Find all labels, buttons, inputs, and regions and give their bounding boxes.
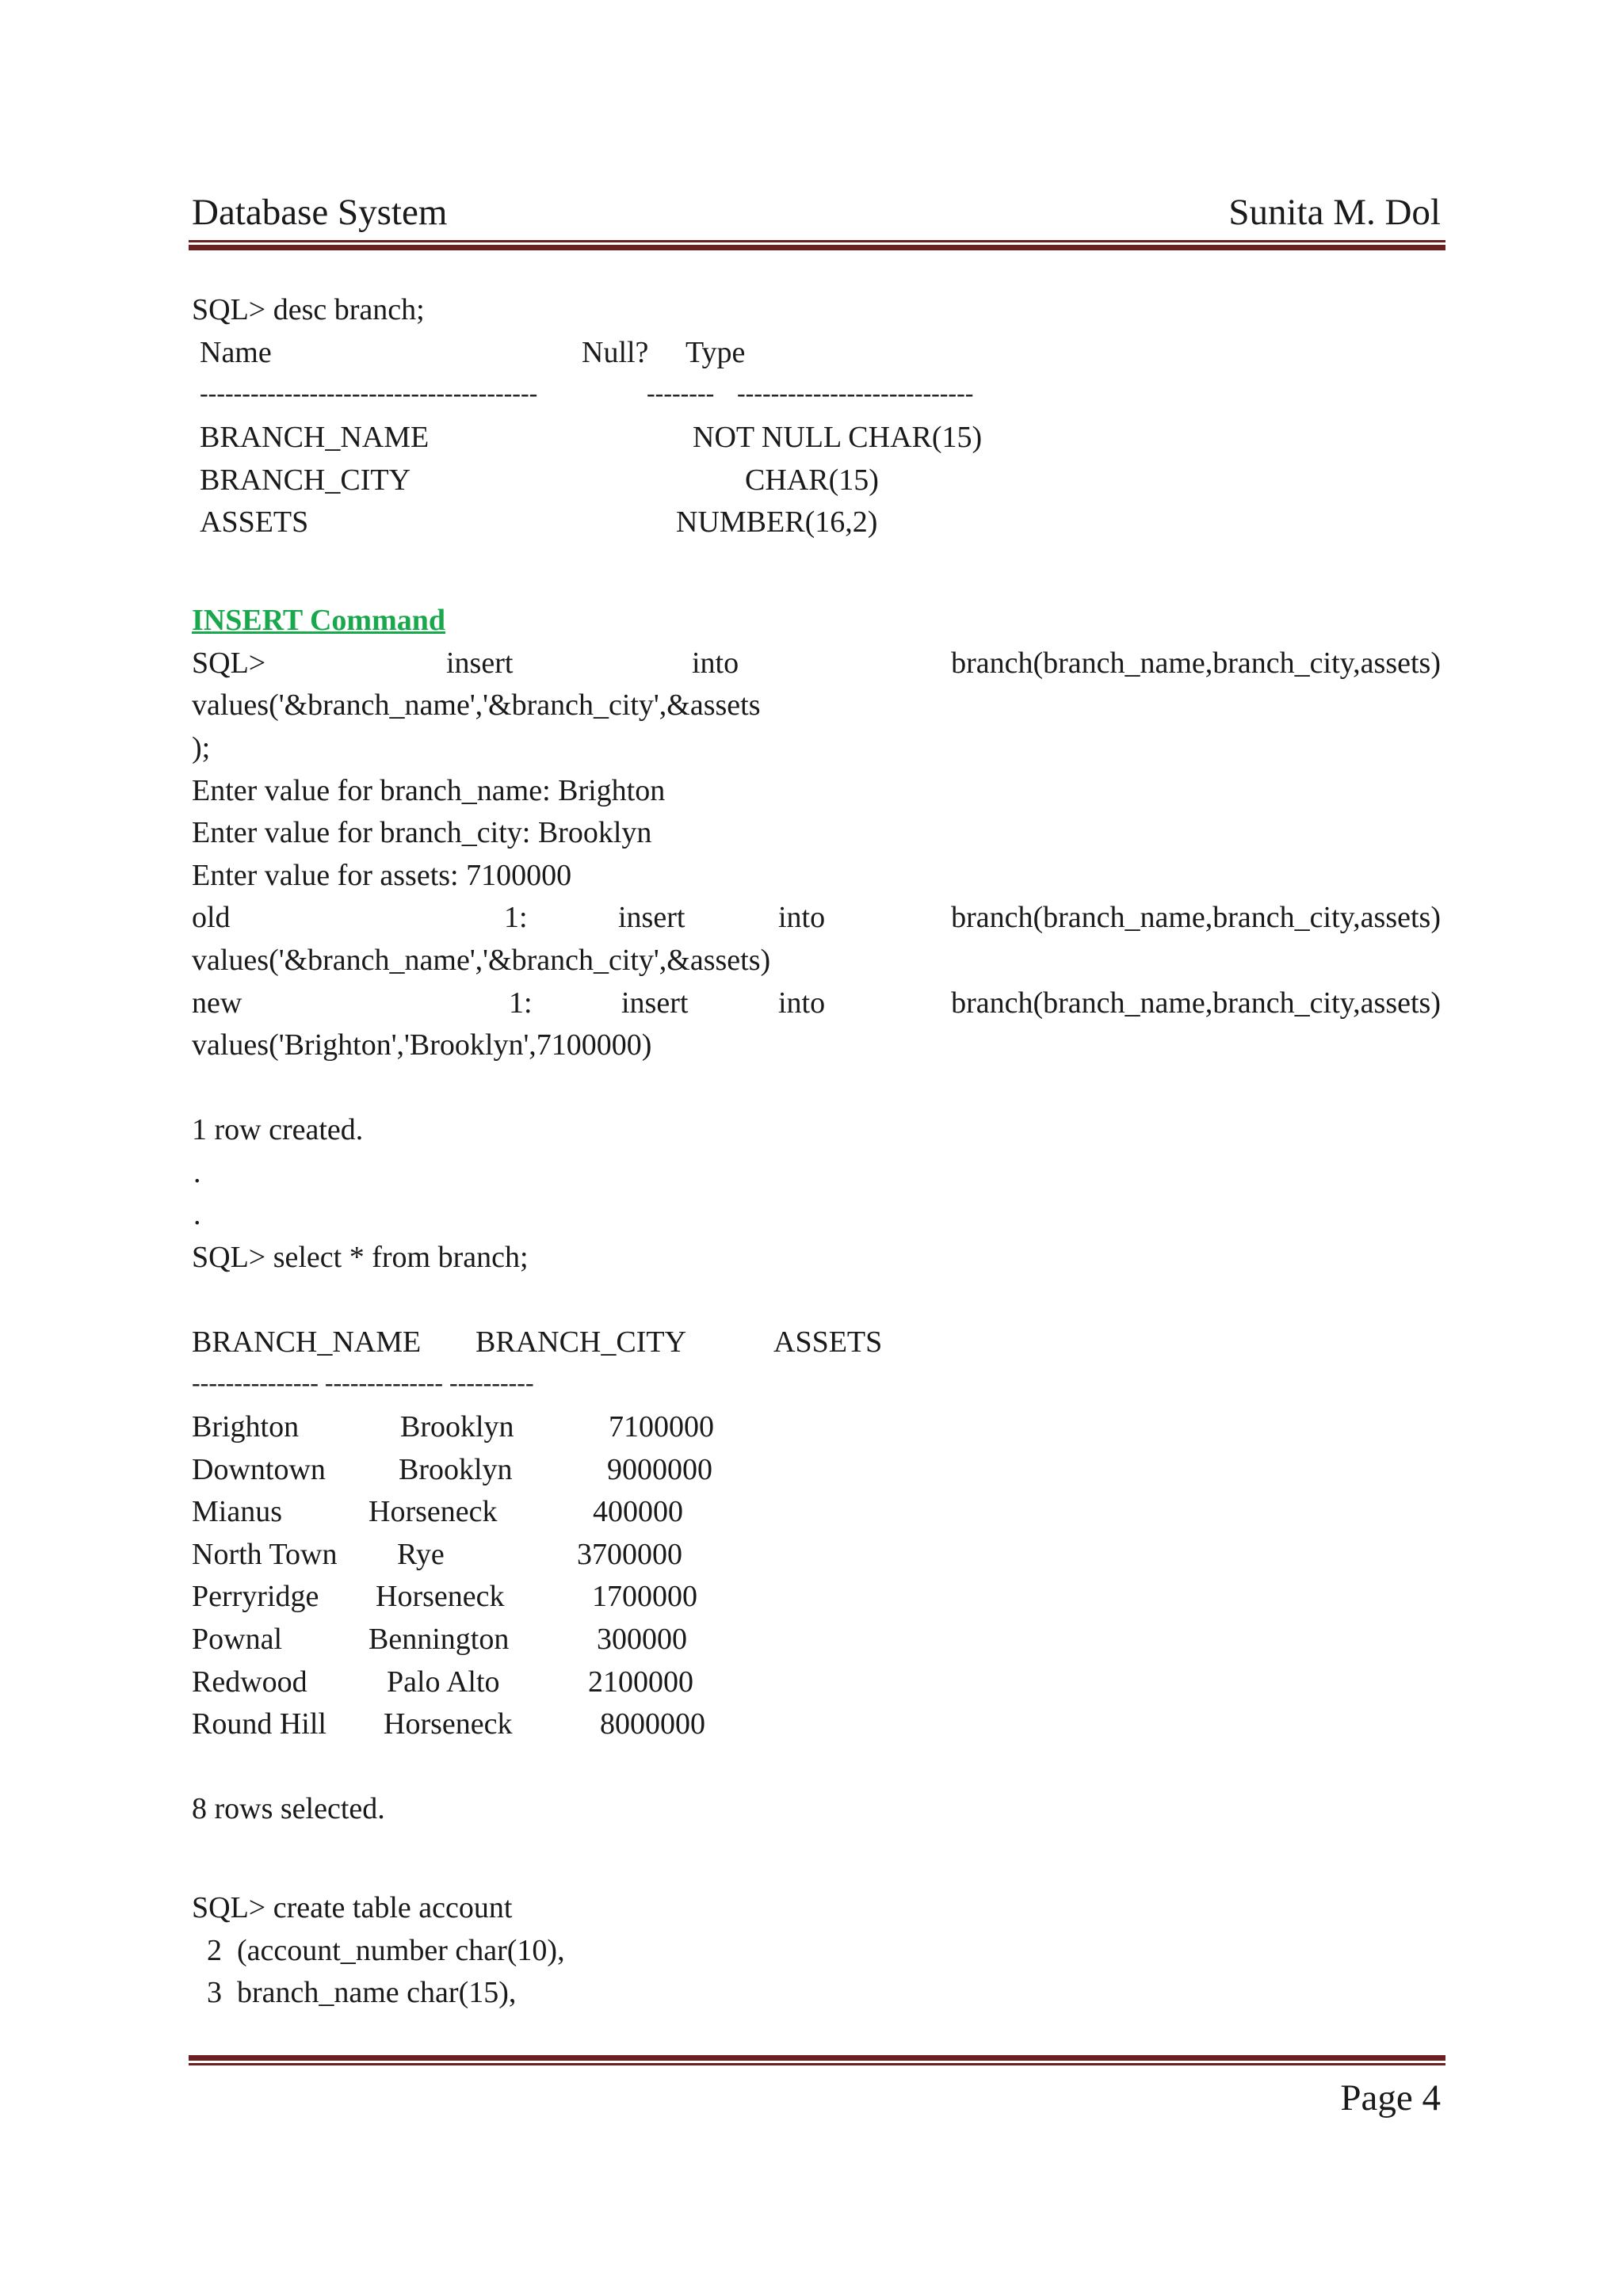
desc-row-name: ASSETS — [200, 505, 309, 539]
select-header-branch-city: BRANCH_CITY — [475, 1325, 687, 1359]
desc-row-name: BRANCH_CITY — [200, 463, 411, 497]
table-cell-name: Mianus — [192, 1495, 282, 1528]
old-values: values('&branch_name','&branch_city',&assets) — [192, 944, 771, 977]
desc-col-null: Null? — [582, 336, 649, 369]
select-separator: --------------- -------------- ---------- — [192, 1368, 534, 1397]
desc-row-type: NUMBER(16,2) — [676, 505, 878, 539]
ellipsis-dot: . — [193, 1198, 201, 1231]
old-label: old — [192, 901, 231, 934]
footer-rule-thick — [189, 2055, 1445, 2061]
table-cell-name: Perryridge — [192, 1580, 319, 1613]
new-line-number: 1: — [509, 986, 533, 1020]
select-prompt: SQL> select * from branch; — [192, 1241, 529, 1274]
create-line-1: SQL> create table account — [192, 1891, 513, 1924]
old-line-number: 1: — [504, 901, 528, 934]
table-cell-assets: 3700000 — [577, 1538, 682, 1571]
desc-separator-2: -------- — [647, 379, 715, 407]
insert-line1-insert: insert — [446, 646, 514, 680]
table-cell-name: Pownal — [192, 1623, 282, 1656]
desc-prompt: SQL> desc branch; — [192, 293, 425, 326]
table-cell-city: Rye — [397, 1538, 445, 1571]
insert-prompt-city: Enter value for branch_city: Brooklyn — [192, 816, 652, 849]
header-rule-thin — [189, 240, 1445, 242]
insert-prompt-assets: Enter value for assets: 7100000 — [192, 859, 572, 892]
old-insert: insert — [618, 901, 685, 934]
table-cell-assets: 400000 — [593, 1495, 683, 1528]
new-into: into — [778, 986, 826, 1020]
table-cell-city: Horseneck — [369, 1495, 498, 1528]
table-cell-assets: 7100000 — [609, 1410, 714, 1444]
desc-separator-1: ---------------------------------------- — [200, 379, 538, 407]
table-cell-assets: 300000 — [597, 1623, 687, 1656]
table-cell-name: Redwood — [192, 1665, 307, 1699]
table-cell-city: Bennington — [369, 1623, 510, 1656]
desc-row-name: BRANCH_NAME — [200, 421, 430, 454]
table-cell-city: Horseneck — [384, 1707, 513, 1741]
page-number: Page 4 — [1340, 2077, 1441, 2119]
select-header-assets: ASSETS — [773, 1325, 883, 1359]
table-cell-name: Downtown — [192, 1453, 326, 1486]
insert-result: 1 row created. — [192, 1113, 364, 1146]
ellipsis-dot: . — [193, 1156, 201, 1189]
table-cell-name: North Town — [192, 1538, 338, 1571]
table-cell-city: Palo Alto — [387, 1665, 500, 1699]
create-line-3: 3 branch_name char(15), — [192, 1976, 517, 2009]
select-result: 8 rows selected. — [192, 1792, 385, 1825]
insert-command-heading: INSERT Command — [192, 604, 445, 637]
desc-col-name: Name — [200, 336, 272, 369]
desc-separator-3: ---------------------------- — [737, 379, 974, 407]
insert-line2: values('&branch_name','&branch_city',&assets — [192, 688, 761, 722]
insert-line1-into: into — [692, 646, 739, 680]
footer-rule-thin — [189, 2063, 1445, 2065]
insert-line1-table: branch(branch_name,branch_city,assets) — [951, 646, 1441, 680]
header-rule-thick — [189, 245, 1445, 250]
insert-prompt-name: Enter value for branch_name: Brighton — [192, 774, 666, 807]
desc-row-type: NOT NULL CHAR(15) — [693, 421, 983, 454]
desc-row-type: CHAR(15) — [745, 463, 879, 497]
new-insert: insert — [621, 986, 689, 1020]
new-table: branch(branch_name,branch_city,assets) — [951, 986, 1441, 1020]
table-cell-city: Brooklyn — [399, 1453, 513, 1486]
old-into: into — [778, 901, 826, 934]
insert-line1-sql: SQL> — [192, 646, 266, 680]
table-cell-city: Horseneck — [376, 1580, 505, 1613]
create-line-2: 2 (account_number char(10), — [192, 1934, 565, 1967]
desc-col-type: Type — [685, 336, 746, 369]
table-cell-assets: 8000000 — [600, 1707, 705, 1741]
table-cell-assets: 9000000 — [607, 1453, 712, 1486]
select-header-branch-name: BRANCH_NAME — [192, 1325, 422, 1359]
table-cell-name: Brighton — [192, 1410, 300, 1444]
table-cell-assets: 2100000 — [588, 1665, 693, 1699]
new-label: new — [192, 986, 242, 1020]
header-title: Database System — [192, 192, 448, 233]
insert-line3: ); — [192, 731, 211, 765]
table-cell-city: Brooklyn — [400, 1410, 514, 1444]
old-table: branch(branch_name,branch_city,assets) — [951, 901, 1441, 934]
table-cell-assets: 1700000 — [592, 1580, 697, 1613]
header-author: Sunita M. Dol — [1228, 192, 1441, 233]
new-values: values('Brighton','Brooklyn',7100000) — [192, 1028, 652, 1062]
table-cell-name: Round Hill — [192, 1707, 327, 1741]
